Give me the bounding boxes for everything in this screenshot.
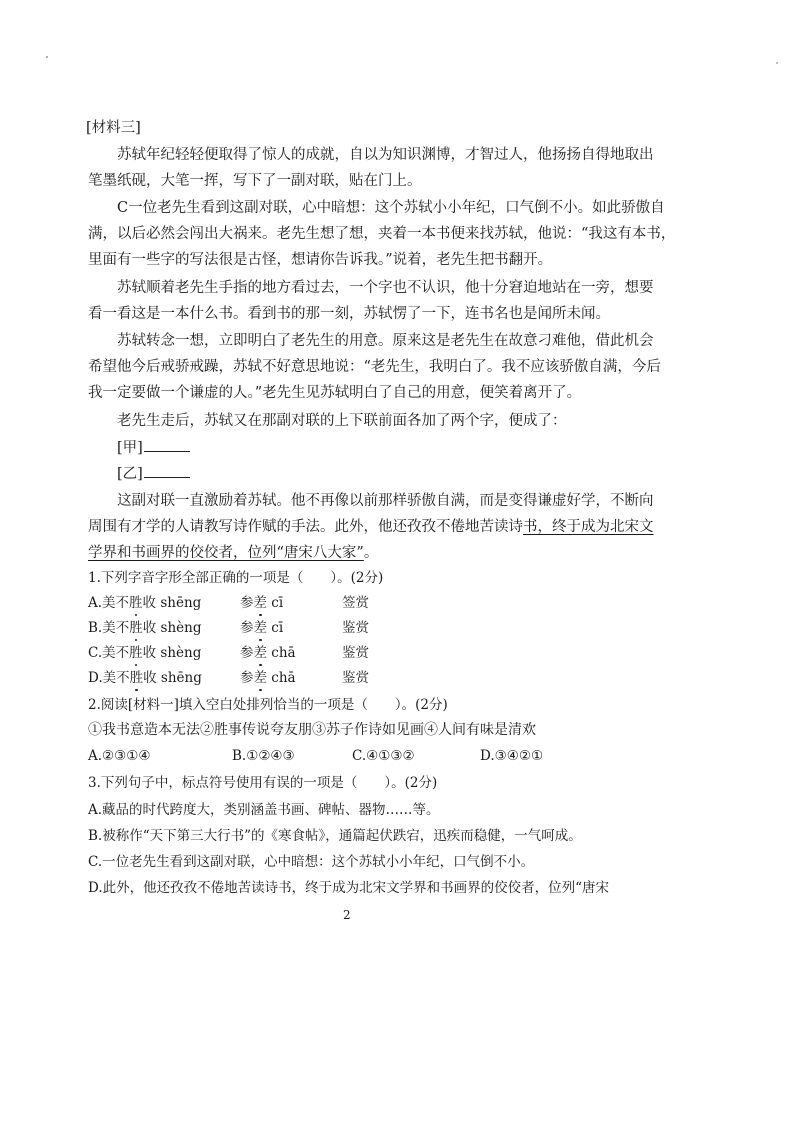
underlined-text: 学界和书画界的佼佼者，位列“唐宋八大家” xyxy=(88,545,364,561)
question-1-stem: 1.下列字音字形全部正确的一项是（ ）。(2分) xyxy=(88,570,384,586)
paragraph-line: 里面有一些字的写法很是古怪，想请你告诉我。”说着，老先生把书翻开。 xyxy=(88,252,553,268)
q1-option-c-word1[interactable] xyxy=(88,643,201,663)
couplet-label: [乙] xyxy=(117,466,143,482)
dotted-char: 差 xyxy=(253,670,267,686)
q1-option-c-word2 xyxy=(240,643,296,663)
q1-option-b-word3: 鉴赏 xyxy=(342,620,369,636)
paragraph-line: 看一看这是一本什么书。看到书的那一刻，苏轼愣了一下，连书名也是闻所未闻。 xyxy=(88,306,610,322)
q2-option-b[interactable]: B.①②④③ xyxy=(232,748,295,764)
scan-speck xyxy=(776,62,778,64)
couplet-blank-jia xyxy=(88,437,777,458)
paragraph-line: 我一定要做一个谦虚的人。”老先生见苏轼明白了自己的用意，便笑着离开了。 xyxy=(88,385,582,401)
q1-option-a-word1[interactable] xyxy=(88,593,201,613)
q1-option-b-word2 xyxy=(240,618,283,638)
paragraph-line: 希望他今后戒骄戒躁，苏轼不好意思地说：“老先生，我明白了。我不应该骄傲自满，今后 xyxy=(88,359,661,375)
dotted-char: 差 xyxy=(253,620,267,636)
q3-option-d[interactable]: D.此外，他还孜孜不倦地苦读诗书，终于成为北宋文学界和书画界的佼佼者，位列“唐宋 xyxy=(88,880,610,896)
word-part: 参 xyxy=(240,670,254,686)
paragraph-line: 苏轼年纪轻轻便取得了惊人的成就，自以为知识渊博，才智过人，他扬扬自得地取出 xyxy=(117,147,654,163)
text-segment: 周围有才学的人请教写诗作赋的手法。此外，他还孜孜不倦地苦读诗 xyxy=(88,519,523,535)
paragraph-line: 笔墨纸砚，大笔一挥，写下了一副对联，贴在门上。 xyxy=(88,173,422,189)
question-2-stem: 2.阅读[材料一]填入空白处排列恰当的一项是（ ）。(2分) xyxy=(88,697,448,713)
question-2-items: ①我书意造本无法②胜事传说夸友朋③苏子作诗如见画④人间有味是清欢 xyxy=(88,722,536,738)
word-part: 收 shēng xyxy=(142,595,202,611)
q1-option-c-word3: 鉴赏 xyxy=(342,645,369,661)
answer-blank[interactable] xyxy=(144,463,190,478)
q1-option-d-word3: 鉴赏 xyxy=(342,670,369,686)
paragraph-line: C一位老先生看到这副对联，心中暗想：这个苏轼小小年纪，口气倒不小。如此骄傲自 xyxy=(117,200,665,216)
q2-option-a[interactable]: A.②③①④ xyxy=(88,748,151,764)
question-3-stem: 3.下列句子中，标点符号使用有误的一项是（ ）。(2分) xyxy=(88,775,438,791)
dotted-char: 胜 xyxy=(129,620,143,636)
word-part: 收 shèng xyxy=(142,620,202,636)
option-label: A. xyxy=(88,595,103,611)
couplet-label: [甲] xyxy=(117,440,143,456)
section-title: [材料三] xyxy=(86,120,141,136)
underlined-text: 书，终于成为北宋文 xyxy=(523,519,654,535)
option-label: C. xyxy=(88,645,103,661)
option-label: D. xyxy=(88,670,103,686)
q3-option-a[interactable]: A.藏品的时代跨度大，类别涵盖书画、碑帖、器物……等。 xyxy=(88,802,440,818)
q1-option-d-word2 xyxy=(240,668,296,688)
answer-blank[interactable] xyxy=(144,437,190,452)
word-part: chā xyxy=(267,645,296,661)
dotted-char: 差 xyxy=(253,595,267,611)
word-part: 参 xyxy=(240,620,254,636)
page-number: 2 xyxy=(343,908,351,922)
word-part: 美不 xyxy=(102,620,130,636)
option-label: B. xyxy=(88,620,103,636)
q2-option-d[interactable]: D.③④②① xyxy=(480,748,544,764)
word-part: cī xyxy=(267,620,284,636)
dotted-char: 胜 xyxy=(129,645,143,661)
word-part: 美不 xyxy=(102,645,130,661)
paragraph-line xyxy=(88,517,748,537)
word-part: 参 xyxy=(240,645,254,661)
q1-option-a-word3: 签赏 xyxy=(342,595,369,611)
q2-option-c[interactable]: C.④①③② xyxy=(352,748,415,764)
word-part: 收 shēng xyxy=(143,670,202,686)
couplet-blank-yi xyxy=(88,463,777,484)
word-part: 收 shèng xyxy=(142,645,202,661)
q1-option-a-word2 xyxy=(240,593,283,613)
paragraph-line: 满，以后必然会闯出大祸来。老先生想了想，夹着一本书便来找苏轼，他说：“我这有本书， xyxy=(88,226,676,242)
paragraph-line: 苏轼转念一想，立即明白了老先生的用意。原来这是老先生在故意刁难他，借此机会 xyxy=(117,333,654,349)
paragraph-line: 这副对联一直激励着苏轼。他不再像以前那样骄傲自满，而是变得谦虚好学，不断向 xyxy=(117,493,654,509)
q3-option-c[interactable]: C.一位老先生看到这副对联，心中暗想：这个苏轼小小年纪，口气倒不小。 xyxy=(88,854,535,870)
word-part: chā xyxy=(267,670,296,686)
word-part: 美不 xyxy=(102,670,130,686)
word-part: 参 xyxy=(240,595,254,611)
paragraph-line: 老先生走后，苏轼又在那副对联的上下联前面各加了两个字，便成了： xyxy=(117,413,567,429)
dotted-char: 差 xyxy=(253,645,267,661)
dotted-char: 胜 xyxy=(129,595,143,611)
paragraph-line xyxy=(88,543,748,563)
paragraph-line: 苏轼顺着老先生手指的地方看过去，一个字也不认识，他十分窘迫地站在一旁，想要 xyxy=(117,280,654,296)
q1-option-d-word1[interactable] xyxy=(88,668,202,688)
q3-option-b[interactable]: B.被称作“天下第三大行书”的《寒食帖》，通篇起伏跌宕，迅疾而稳健，一气呵成。 xyxy=(88,828,582,844)
word-part: cī xyxy=(267,595,284,611)
q1-option-b-word1[interactable] xyxy=(88,618,201,638)
text-segment: 。 xyxy=(363,545,379,561)
scan-speck xyxy=(46,56,48,58)
word-part: 美不 xyxy=(102,595,130,611)
dotted-char: 胜 xyxy=(129,670,144,686)
